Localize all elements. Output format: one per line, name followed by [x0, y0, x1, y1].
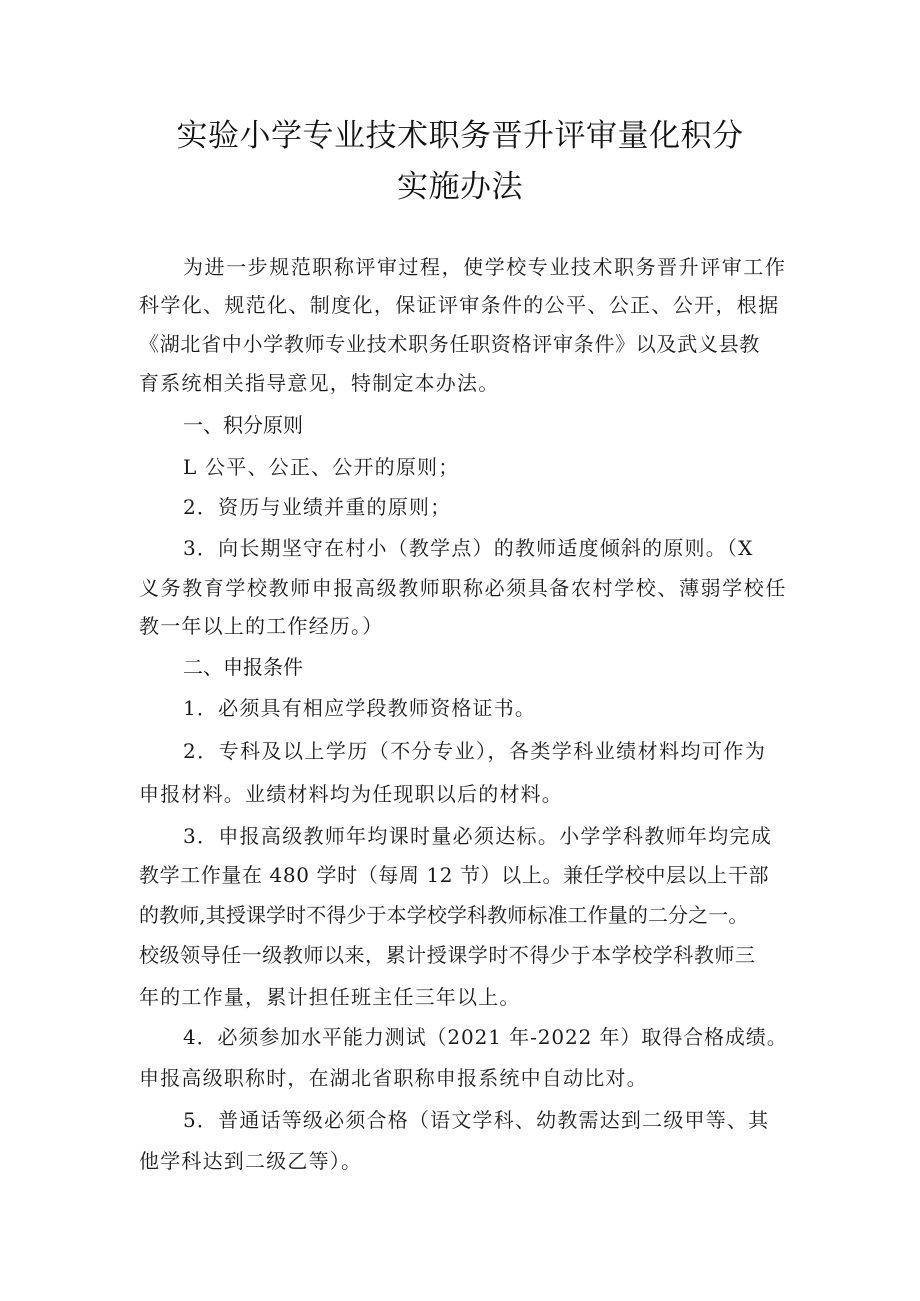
principle-item-2: 2．资历与业绩并重的原则；	[183, 495, 452, 519]
condition-item-3-line-3: 的教师,其授课学时不得少于本学校学科教师标准工作量的二分之一。	[139, 903, 749, 927]
section-heading-scoring-principles: 一、积分原则	[183, 413, 303, 437]
principle-item-3: 3．向长期坚守在村小（教学点）的教师适度倾斜的原则。（X	[183, 536, 754, 560]
intro-line-3: 《湖北省中小学教师专业技术职务任职资格评审条件》以及武义县教	[139, 332, 760, 356]
principle-item-1: L 公平、公正、公开的原则；	[183, 455, 460, 479]
condition-item-3: 3．申报高级教师年均课时量必须达标。小学学科教师年均完成	[183, 824, 773, 848]
intro-line-1: 为进一步规范职称评审过程，使学校专业技术职务晋升评审工作	[183, 255, 787, 279]
document-title-line-1: 实验小学专业技术职务晋升评审量化积分	[176, 118, 744, 154]
principle-item-3-line-3: 教一年以上的工作经历。）	[139, 614, 384, 638]
document-title-line-2: 实施办法	[397, 169, 523, 205]
condition-item-1: 1．必须具有相应学段教师资格证书。	[183, 696, 537, 720]
condition-item-3-line-5: 年的工作量，累计担任班主任三年以上。	[139, 985, 521, 1009]
condition-item-4-line-2: 申报高级职称时，在湖北省职称申报系统中自动比对。	[139, 1066, 648, 1090]
intro-line-2: 科学化、规范化、制度化，保证评审条件的公平、公正、公开，根据	[139, 293, 780, 317]
condition-item-3-line-4: 校级领导任一级教师以来，累计授课学时不得少于本学校学科教师三	[139, 943, 756, 967]
condition-item-2: 2．专科及以上学历（不分专业），各类学科业绩材料均可作为	[183, 739, 767, 763]
section-heading-application-conditions: 二、申报条件	[183, 655, 303, 679]
condition-item-3-line-2: 教学工作量在 480 学时（每周 12 节）以上。兼任学校中层以上干部	[139, 863, 770, 887]
intro-line-4: 育系统相关指导意见，特制定本办法。	[139, 371, 500, 395]
principle-item-3-line-2: 义务教育学校教师申报高级教师职称必须具备农村学校、薄弱学校任	[139, 576, 787, 600]
condition-item-2-line-2: 申报材料。业绩材料均为任现职以后的材料。	[139, 782, 563, 806]
condition-item-5-line-2: 他学科达到二级乙等）。	[139, 1149, 363, 1173]
condition-item-4: 4．必须参加水平能力测试（2021 年-2022 年）取得合格成绩。	[183, 1025, 788, 1049]
condition-item-5: 5．普通话等级必须合格（语文学科、幼教需达到二级甲等、其	[183, 1108, 770, 1132]
